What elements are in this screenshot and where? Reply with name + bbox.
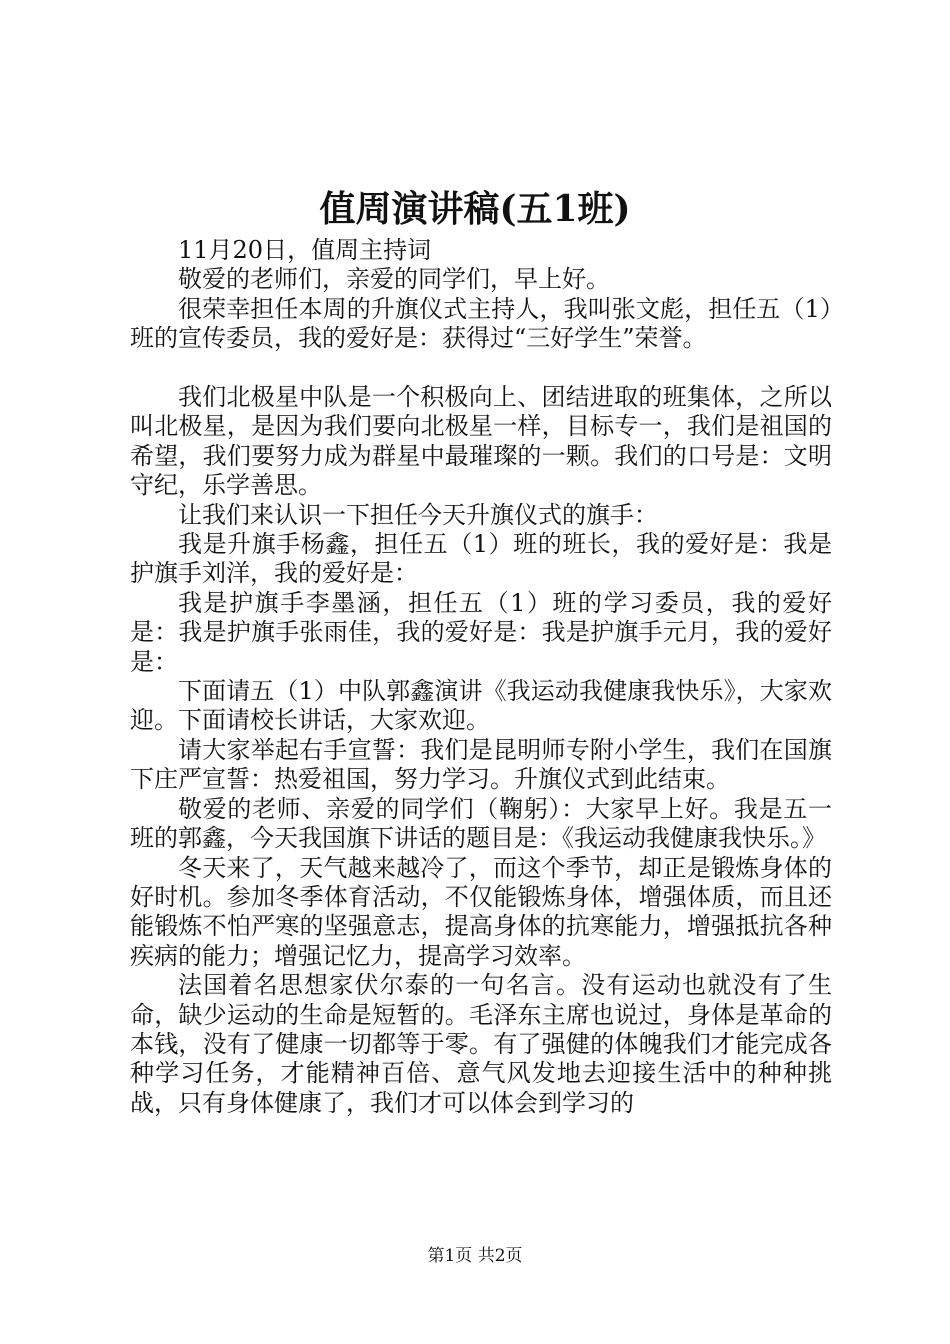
paragraph-greeting: 敬爱的老师们，亲爱的同学们，早上好。	[178, 265, 610, 294]
paragraph-flag-guards: 我是护旗手李墨涵，担任五（1）班的学习委员，我的爱好是：我是护旗手张雨佳，我的爱好是：我是护旗手元月，我的爱好是：	[130, 588, 832, 676]
page-number: 第1页 共2页	[427, 1246, 523, 1266]
paragraph-squadron: 我们北极星中队是一个积极向上、团结进取的班集体，之所以叫北极星，是因为我们要向北极星一样，目标专一，我们是祖国的希望，我们要努力成为群星中最璀璨的一颗。我们的口号是：文明守纪，乐学善思。	[130, 383, 832, 500]
paragraph-winter: 冬天来了，天气越来越冷了，而这个季节，却正是锻炼身体的好时机。参加冬季体育活动，不仅能锻炼身体，增强体质，而且还能锻炼不怕严寒的坚强意志，提高身体的抗寒能力，增强抵抗各种疾病的能力；增强记忆力，提高学习效率。	[130, 853, 832, 970]
paragraph-speech-intro: 下面请五（1）中队郭鑫演讲《我运动我健康我快乐》，大家欢迎。下面请校长讲话，大家欢迎。	[130, 677, 832, 735]
paragraph-host-intro: 很荣幸担任本周的升旗仪式主持人，我叫张文彪，担任五（1）班的宣传委员，我的爱好是：获得过“三好学生”荣誉。	[130, 294, 832, 353]
paragraph-voltaire: 法国着名思想家伏尔泰的一句名言。没有运动也就没有了生命，缺少运动的生命是短暂的。毛泽东主席也说过，身体是革命的本钱，没有了健康一切都等于零。有了强健的体魄我们才能完成各种学习任务，才能精神百倍、意气风发地去迎接生活中的种种挑战，只有身体健康了，我们才可以体会到学习的	[130, 971, 832, 1117]
document-title: 值周演讲稿(五1班)	[319, 188, 631, 230]
document-body	[130, 236, 832, 1118]
paragraph-date: 11月20日，值周主持词	[178, 236, 432, 264]
paragraph-flag-raiser: 我是升旗手杨鑫，担任五（1）班的班长，我的爱好是：我是护旗手刘洋，我的爱好是：	[130, 530, 832, 588]
paragraph-oath: 请大家举起右手宣誓：我们是昆明师专附小学生，我们在国旗下庄严宣誓：热爱祖国，努力学习。升旗仪式到此结束。	[130, 735, 832, 794]
paragraph-flag-bearers-intro: 让我们来认识一下担任今天升旗仪式的旗手：	[178, 500, 658, 529]
paragraph-speech-greeting: 敬爱的老师、亲爱的同学们（鞠躬）：大家早上好。我是五一班的郭鑫，今天我国旗下讲话的题目是：《我运动我健康我快乐。》	[130, 794, 832, 853]
